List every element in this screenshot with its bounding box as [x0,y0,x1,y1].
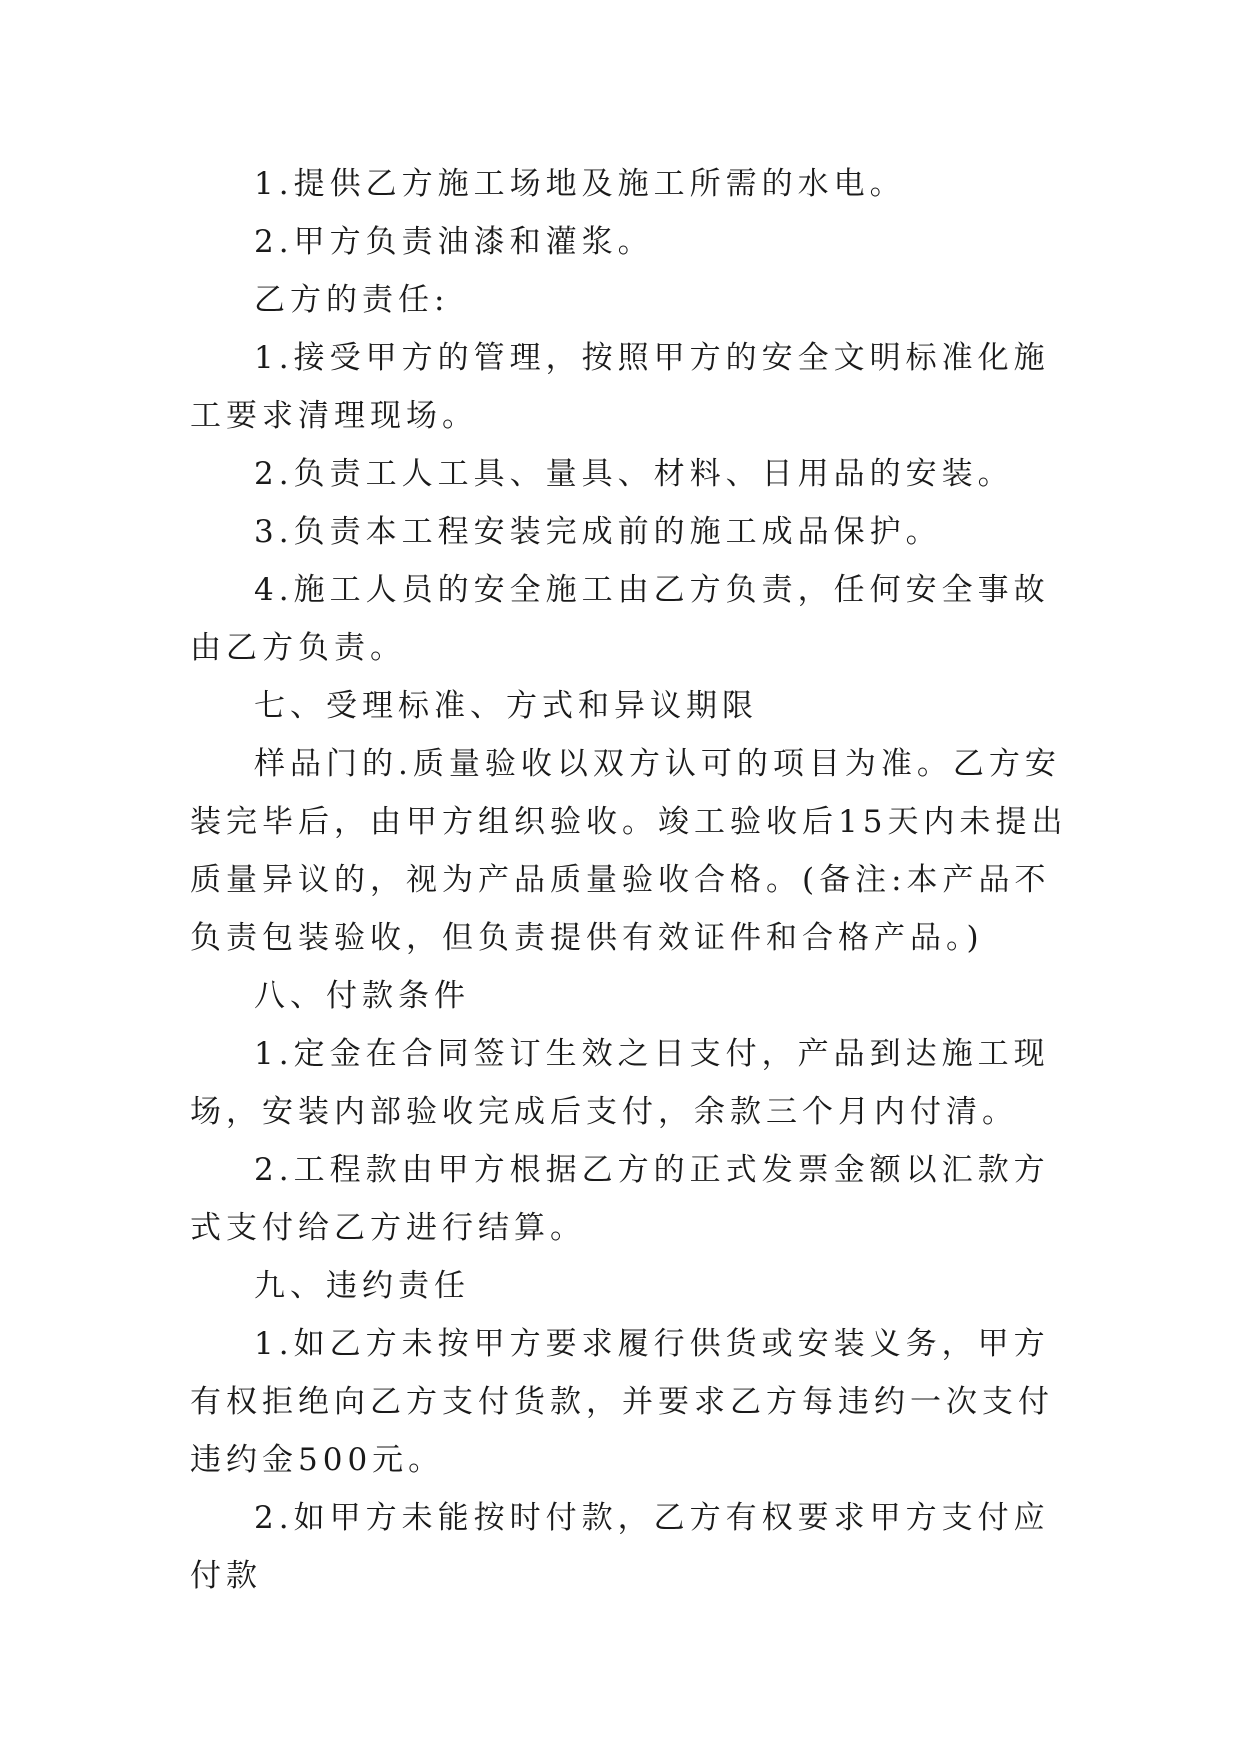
paragraph: 2.工程款由甲方根据乙方的正式发票金额以汇款方式支付给乙方进行结算。 [190,1152,1050,1246]
paragraph: 1.定金在合同签订生效之日支付，产品到达施工现场，安装内部验收完成后支付，余款三个月内付清。 [190,1036,1050,1130]
section-heading: 七、受理标准、方式和异议期限 [254,688,758,724]
paragraph: 4.施工人员的安全施工由乙方负责，任何安全事故由乙方负责。 [190,572,1050,666]
paragraph: 1.接受甲方的管理，按照甲方的安全文明标准化施工要求清理现场。 [190,340,1050,434]
paragraph: 3.负责本工程安装完成前的施工成品保护。 [254,514,942,550]
paragraph: 1.如乙方未按甲方要求履行供货或安装义务，甲方有权拒绝向乙方支付货款，并要求乙方每违约一次支付违约金500元。 [190,1326,1054,1478]
section-heading: 八、付款条件 [254,978,470,1014]
paragraph: 1.提供乙方施工场地及施工所需的水电。 [254,166,906,202]
section-heading: 九、违约责任 [254,1268,470,1304]
paragraph: 2.甲方负责油漆和灌浆。 [254,224,654,260]
paragraph: 样品门的.质量验收以双方认可的项目为准。乙方安装完毕后，由甲方组织验收。竣工验收后15天内未提出质量异议的，视为产品质量验收合格。(备注:本产品不负责包装验收，但负责提供有效证件和合格产品。) [190,746,1068,956]
document-body [190,155,1070,1605]
section-subheading: 乙方的责任: [254,282,450,318]
paragraph: 2.如甲方未能按时付款，乙方有权要求甲方支付应付款 [190,1500,1050,1594]
paragraph: 2.负责工人工具、量具、材料、日用品的安装。 [254,456,1014,492]
